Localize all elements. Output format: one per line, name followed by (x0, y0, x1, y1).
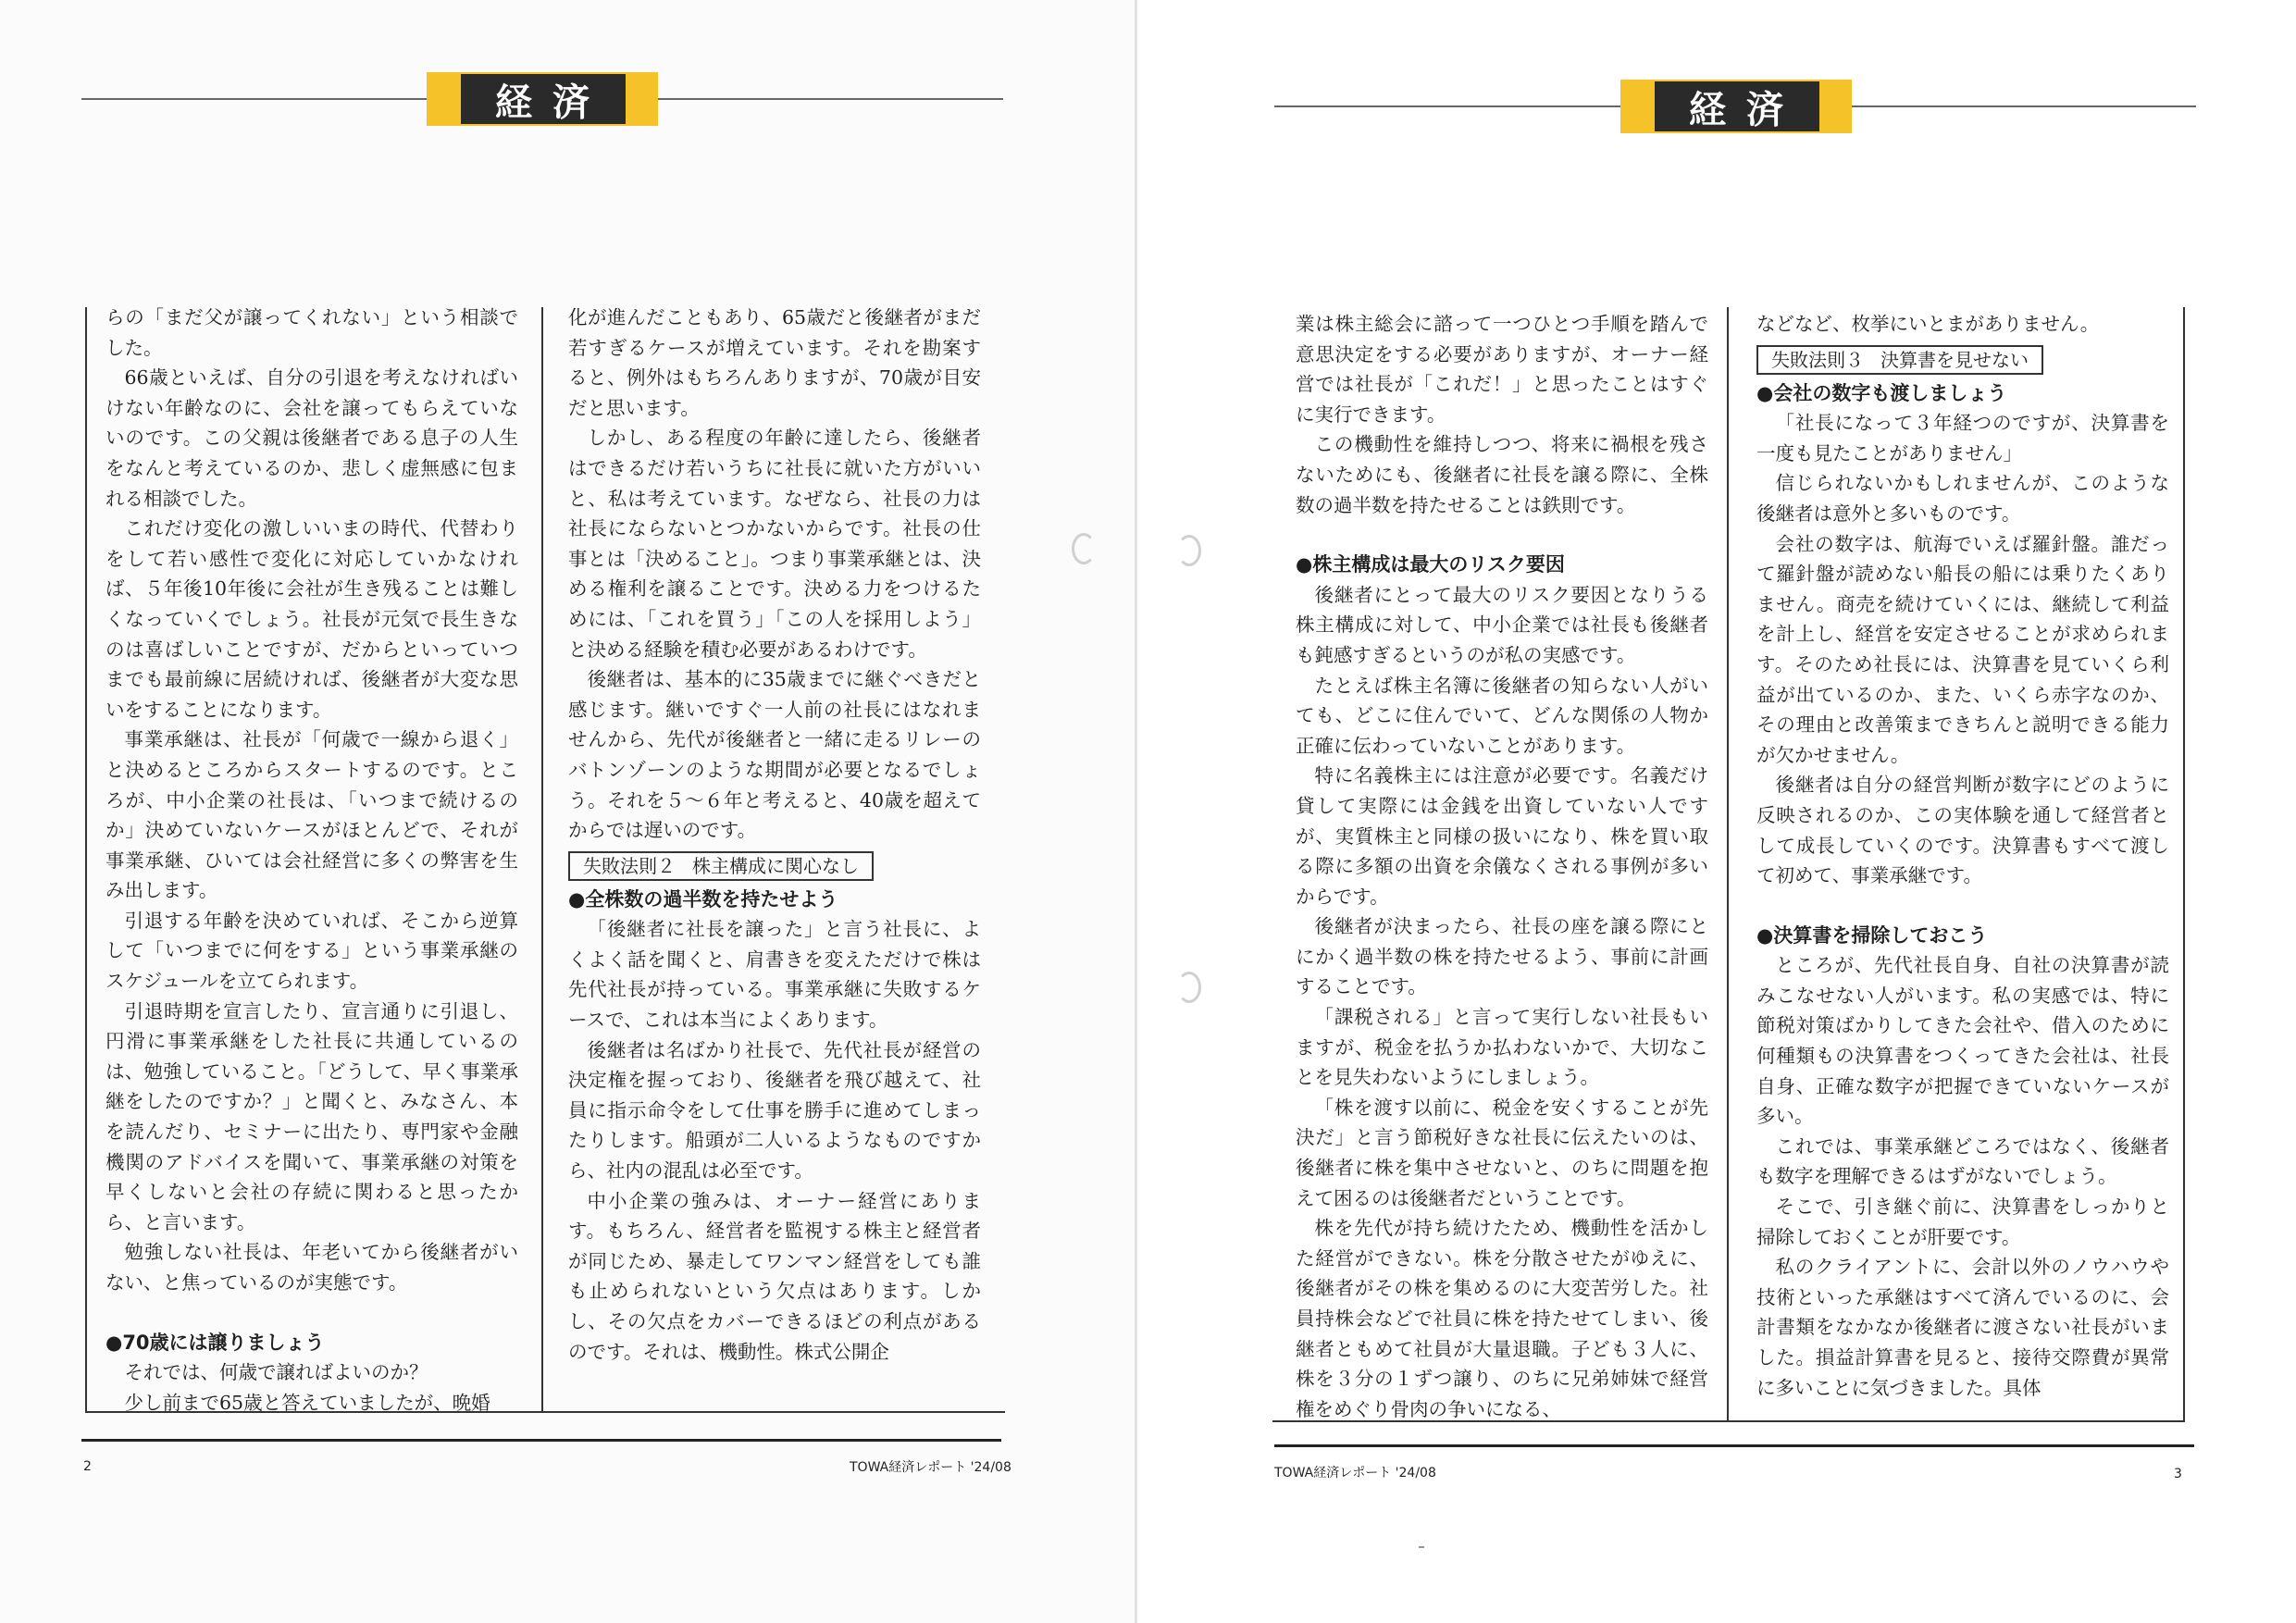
body-paragraph: 66歳といえば、自分の引退を考えなければいけない年齢なのに、会社を譲ってもらえていないのです。この父親は後継者である息子の人生をなんと考えているのか、悲しく虚無感に包まれる相談でした。 (105, 366, 518, 510)
body-paragraph: 勉強しない社長は、年老いてから後継者がいない、と焦っているのが実態です。 (105, 1241, 518, 1294)
paragraph-spacer (105, 1298, 518, 1328)
punch-hole-right-bottom (1177, 972, 1201, 1003)
body-paragraph: 少し前まで65歳と答えていましたが、晩婚 (124, 1391, 490, 1414)
failure-rule-box (568, 851, 874, 881)
failure-rule-box (1756, 345, 2043, 375)
paragraph-spacer (1756, 891, 2169, 921)
body-paragraph: 化が進んだこともあり、65歳だと後継者がまだ若すぎるケースが増えています。それを勘案すると、例外はもちろんありますが、70歳が目安だと思います。 (568, 306, 981, 419)
right-page-column-2 (1756, 309, 2169, 1403)
body-paragraph: 株を先代が持ち続けたため、機動性を活かした経営ができない。株を分散させたがゆえに、後継者がその株を集めるのに大変苦労した。社員持株会などで社員に株を持たせてしまい、後継者ともめて社員が大量退職。子ども３人に、株を３分の１ずつ譲り、のちに兄弟姉妹で経営権をめぐり骨肉の争いになる、 (1296, 1217, 1708, 1420)
body-paragraph: これでは、事業承継どころではなく、後継者も数字を理解できるはずがないでしょう。 (1756, 1134, 2169, 1188)
body-paragraph: 事業承継は、社長が「何歳で一線から退く」と決めるところからスタートするのです。ところが、中小企業の社長は、「いつまで続けるのか」決めていないケースがほとんどで、それが事業承継、ひいては会社経営に多くの弊害を生み出します。 (105, 728, 518, 902)
punch-hole-right-top (1177, 535, 1201, 566)
body-paragraph: 後継者にとって最大のリスク要因となりうる株主構成に対して、中小企業では社長も後継者も鈍感すぎるというのが私の実感です。 (1296, 583, 1708, 666)
body-paragraph: 引退する年齢を決めていれば、そこから逆算して「いつまでに何をする」という事業承継のスケジュールを立てられます。 (105, 909, 518, 993)
body-paragraph: そこで、引き継ぐ前に、決算書をしっかりと掃除しておくことが肝要です。 (1756, 1196, 2169, 1248)
body-paragraph: 信じられないかもしれませんが、このような後継者は意外と多いものです。 (1756, 472, 2169, 525)
section-heading: ●70歳には譲りましょう (105, 1331, 325, 1354)
publication-name-left: TOWA経済レポート '24/08 (850, 1460, 1011, 1475)
section-heading: ●株主構成は最大のリスク要因 (1296, 553, 1565, 576)
failure-rule-title: 決算書を見せない (1880, 348, 2029, 371)
body-paragraph: 「課税される」と言って実行しない社長もいますが、税金を払うか払わないかで、大切なことを見失わないようにしましょう。 (1296, 1006, 1708, 1089)
body-paragraph: 「後継者に社長を譲った」と言う社長に、よくよく話を聞くと、肩書きを変えただけで株は先代社長が持っている。事業承継に失敗するケースで、これは本当によくあります。 (568, 918, 981, 1032)
body-paragraph: これだけ変化の激しいいまの時代、代替わりをして若い感性で変化に対応していかなければ、５年後10年後に会社が生き残ることは難しくなっていくでしょう。社長が元気で長生きなのは喜ばしいことですが、だからといっていつまでも最前線に居続ければ、後継者が大変な思いをすることになります。 (105, 517, 518, 721)
section-heading: ●会社の数字も渡しましょう (1756, 381, 2007, 404)
body-paragraph: 引退時期を宣言したり、宣言通りに引退し、円滑に事業承継をした社長に共通しているのは、勉強していること。「どうして、早く事業承継をしたのですか？」と聞くと、みなさん、本を読んだり、セミナーに出たり、専門家や金融機関のアドバイスを聞いて、事業承継の対策を早くしないと会社の存続に関わると思ったから、と言います。 (105, 999, 518, 1233)
footer-rule-right (1274, 1444, 2194, 1447)
column-rule-right-middle (1727, 307, 1729, 1422)
punch-hole-left (1072, 533, 1096, 564)
section-heading: ●全株数の過半数を持たせよう (568, 887, 838, 911)
body-paragraph: 業は株主総会に諮って一つひとつ手順を踏んで意思決定をする必要がありますが、オーナー経営では社長が「これだ！」と思ったことはすぐに実行できます。 (1296, 313, 1708, 426)
left-page-column-1 (105, 303, 518, 1418)
body-paragraph: 「株を渡す以前に、税金を安くすることが先決だ」と言う節税好きな社長に伝えたいのは、後継者に株を集中させないと、のちに問題を抱えて困るのは後継者だということです。 (1296, 1096, 1708, 1209)
body-paragraph: 私のクライアントに、会計以外のノウハウや技術といった承継はすべて済んでいるのに、会計書類をなかなか後継者に渡さない社長がいました。損益計算書を見ると、接待交際費が異常に多いことに気づきました。具体 (1756, 1256, 2169, 1399)
section-label-right: 経済 (1655, 81, 1819, 131)
body-paragraph: しかし、ある程度の年齢に達したら、後継者はできるだけ若いうちに社長に就いた方がいいと、私は考えています。なぜなら、社長の力は社長にならないとつかないからです。社長の仕事とは「決めること」。つまり事業承継とは、決める権利を譲ることです。決める力をつけるためには、「これを買う」「この人を採用しよう」と決める経験を積む必要があるわけです。 (568, 427, 981, 661)
right-page-column-1 (1296, 309, 1708, 1424)
body-paragraph: 会社の数字は、航海でいえば羅針盤。誰だって羅針盤が読めない船長の船には乗りたくありません。商売を続けていくには、継続して利益を計上し、経営を安定させることが求められます。そのため社長には、決算書を見ていくら利益が出ているのか、また、いくら赤字なのか、その理由と改善策まできちんと説明できる能力が欠かせません。 (1756, 532, 2169, 766)
body-paragraph: 特に名義株主には注意が必要です。名義だけ貸して実際には金銭を出資していない人ですが、実質株主と同様の扱いになり、株を買い取る際に多額の出資を余儀なくされる事例が多いからです。 (1296, 764, 1708, 908)
paragraph-spacer (1296, 520, 1708, 550)
page-number-right: 3 (2174, 1467, 2182, 1481)
column-rule-left-middle (541, 307, 543, 1413)
body-paragraph: などなど、枚挙にいとまがありません。 (1756, 313, 2100, 335)
body-paragraph: それでは、何歳で譲ればよいのか？ (124, 1361, 428, 1384)
body-paragraph: ところが、先代社長自身、自社の決算書が読みこなせない人がいます。私の実感では、特に節税対策ばかりしてきた会社や、借入のために何種類もの決算書をつくってきた会社は、社長自身、正確な数字が把握できていないケースが多い。 (1756, 954, 2169, 1128)
failure-rule-title: 株主構成に関心なし (692, 854, 859, 877)
left-page-column-2 (568, 303, 981, 1367)
column-rule-right-outer (2183, 307, 2185, 1422)
failure-rule-number: 失敗法則２ (583, 854, 676, 877)
body-paragraph: 後継者が決まったら、社長の座を譲る際にとにかく過半数の株を持たせるよう、事前に計画することです。 (1296, 915, 1708, 998)
column-rule-left-outer (85, 307, 87, 1413)
body-paragraph: 後継者は名ばかり社長で、先代社長が経営の決定権を握っており、後継者を飛び越えて、社員に指示命令をして仕事を勝手に進めてしまったりします。船頭が二人いるようなものですから、社内の混乱は必至です。 (568, 1038, 981, 1183)
scan-speck (1419, 1546, 1424, 1548)
body-paragraph: 「社長になって３年経つのですが、決算書を一度も見たことがありません」 (1756, 412, 2169, 465)
body-paragraph: この機動性を維持しつつ、将来に禍根を残さないためにも、後継者に社長を譲る際に、全株数の過半数を持たせることは鉄則です。 (1296, 433, 1708, 516)
failure-rule-number: 失敗法則３ (1771, 348, 1864, 371)
section-heading: ●決算書を掃除しておこう (1756, 923, 1988, 947)
footer-rule-left (81, 1439, 1001, 1442)
body-paragraph: 後継者は自分の経営判断が数字にどのように反映されるのか、この実体験を通して経営者として成長していくのです。決算書もすべて渡して初めて、事業承継です。 (1756, 774, 2169, 887)
section-label-left: 経済 (461, 74, 626, 124)
body-paragraph: たとえば株主名簿に後継者の知らない人がいても、どこに住んでいて、どんな関係の人物か正確に伝わっていないことがあります。 (1296, 674, 1708, 757)
page-gutter (1135, 0, 1137, 1623)
body-paragraph: らの「まだ父が譲ってくれない」という相談でした。 (105, 306, 518, 359)
page-number-left: 2 (83, 1459, 92, 1474)
body-paragraph: 後継者は、基本的に35歳までに継ぐべきだと感じます。継いですぐ一人前の社長にはなれませんから、先代が後継者と一緒に走るリレーのバトンゾーンのような期間が必要となるでしょう。それを５～６年と考えると、40歳を超えてからでは遅いのです。 (568, 668, 981, 842)
body-paragraph: 中小企業の強みは、オーナー経営にあります。もちろん、経営者を監視する株主と経営者が同じため、暴走してワンマン経営をしても誰も止められないという欠点はあります。しかし、その欠点をカバーできるほどの利点があるのです。それは、機動性。株式公開企 (568, 1189, 981, 1363)
publication-name-right: TOWA経済レポート '24/08 (1274, 1466, 1436, 1481)
